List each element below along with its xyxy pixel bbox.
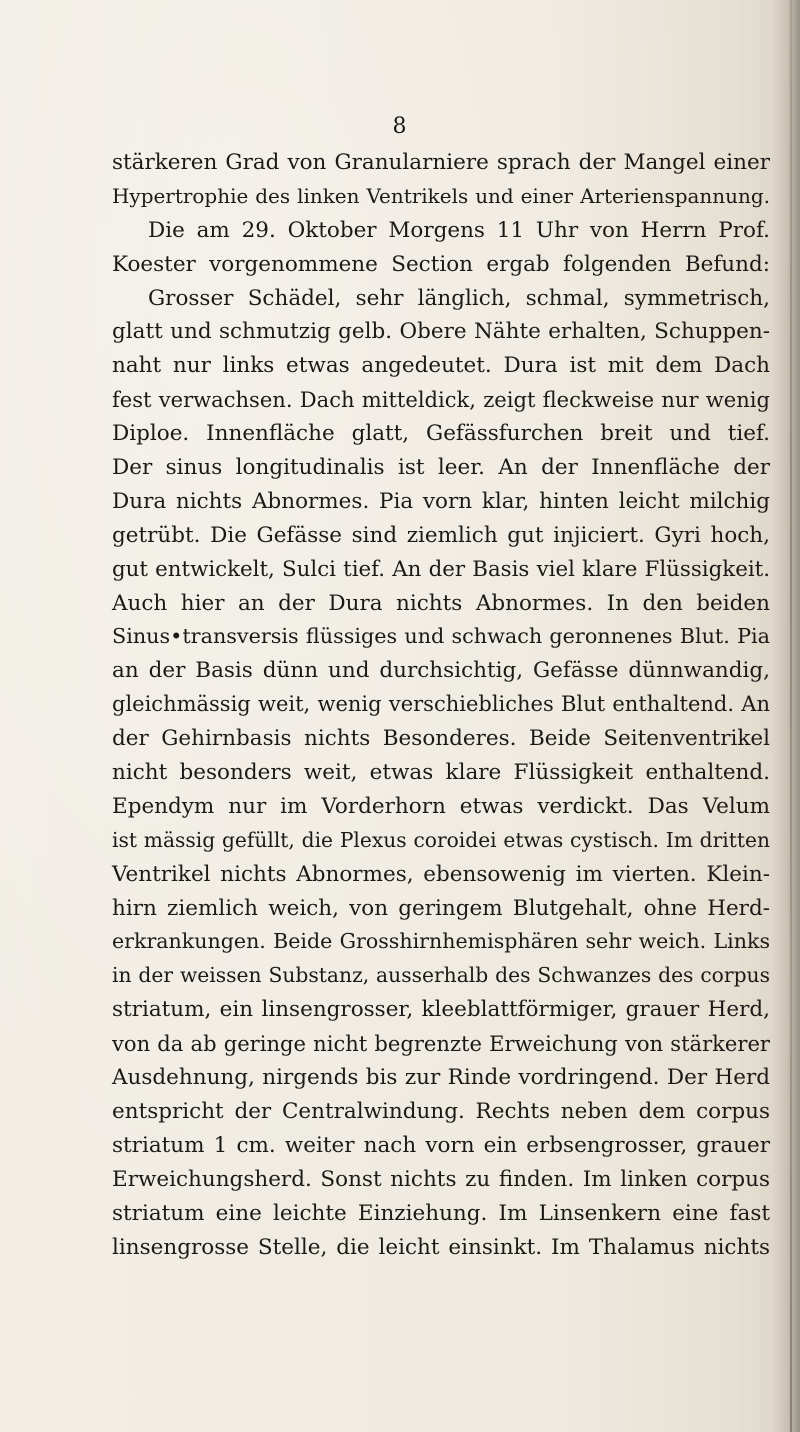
text-line: naht nur links etwas angedeutet. Dura ist mit dem Dach: [112, 353, 770, 379]
text-line: Der sinus longitudinalis ist leer. An der Innenfläche der: [112, 455, 770, 481]
text-line: in der weissen Substanz, ausserhalb des Schwanzes des corpus: [112, 963, 770, 988]
text-line: Erweichungsherd. Sonst nichts zu finden. Im linken corpus: [112, 1166, 770, 1192]
text-line: Dura nichts Abnormes. Pia vorn klar, hinten leicht milchig: [112, 488, 770, 514]
page-edge-line: [790, 0, 792, 1432]
text-line: linsengrosse Stelle, die leicht einsinkt. Im Thalamus nichts: [112, 1234, 770, 1260]
text-line: striatum, ein linsengrosser, kleeblattförmiger, grauer Herd,: [112, 997, 770, 1023]
text-line: Auch hier an der Dura nichts Abnormes. In den beiden: [112, 590, 770, 616]
text-line: erkrankungen. Beide Grosshirnhemisphären sehr weich. Links: [112, 929, 770, 954]
text-line: gut entwickelt, Sulci tief. An der Basis viel klare Flüssigkeit.: [112, 556, 770, 582]
page-number: 8: [392, 114, 408, 139]
text-line: gleichmässig weit, wenig verschiebliches Blut enthaltend. An: [112, 692, 770, 717]
text-line: glatt und schmutzig gelb. Obere Nähte erhalten, Schuppen-: [112, 319, 770, 345]
text-line: fest verwachsen. Dach mitteldick, zeigt fleckweise nur wenig: [112, 387, 770, 413]
text-line: nicht besonders weit, etwas klare Flüssigkeit enthaltend.: [112, 760, 770, 786]
text-line: Koester vorgenommene Section ergab folgenden Befund:: [112, 251, 770, 277]
text-line: Sinus•transversis flüssiges und schwach geronnenes Blut. Pia: [112, 624, 770, 649]
text-line: Ausdehnung, nirgends bis zur Rinde vordringend. Der Herd: [112, 1065, 770, 1091]
text-line: Diploe. Innenfläche glatt, Gefässfurchen breit und tief.: [112, 421, 770, 447]
text-line: striatum 1 cm. weiter nach vorn ein erbsengrosser, grauer: [112, 1132, 770, 1158]
text-line: Hypertrophie des linken Ventrikels und einer Arterienspannung.: [112, 183, 770, 208]
text-line: stärkeren Grad von Granularniere sprach der Mangel einer: [112, 150, 770, 175]
body-text: [112, 146, 770, 1264]
text-line: von da ab geringe nicht begrenzte Erweichung von stärkerer: [112, 1031, 770, 1057]
text-line: an der Basis dünn und durchsichtig, Gefässe dünnwandig,: [112, 658, 770, 684]
text-line: der Gehirnbasis nichts Besonderes. Beide Seitenventrikel: [112, 726, 770, 752]
text-line: Die am 29. Oktober Morgens 11 Uhr von Herrn Prof.: [148, 217, 770, 243]
text-line: ist mässig gefüllt, die Plexus coroidei etwas cystisch. Im dritten: [112, 827, 770, 852]
page-edge-shadow: [772, 0, 800, 1432]
text-line: entspricht der Centralwindung. Rechts neben dem corpus: [112, 1098, 770, 1124]
text-line: Ventrikel nichts Abnormes, ebensowenig im vierten. Klein-: [112, 861, 770, 887]
text-line: hirn ziemlich weich, von geringem Blutgehalt, ohne Herd-: [112, 895, 770, 921]
text-line: Grosser Schädel, sehr länglich, schmal, symmetrisch,: [148, 285, 770, 311]
text-line: striatum eine leichte Einziehung. Im Linsenkern eine fast: [112, 1200, 770, 1226]
text-line: Ependym nur im Vorderhorn etwas verdickt. Das Velum: [112, 793, 770, 819]
text-line: getrübt. Die Gefässe sind ziemlich gut injiciert. Gyri hoch,: [112, 522, 770, 548]
